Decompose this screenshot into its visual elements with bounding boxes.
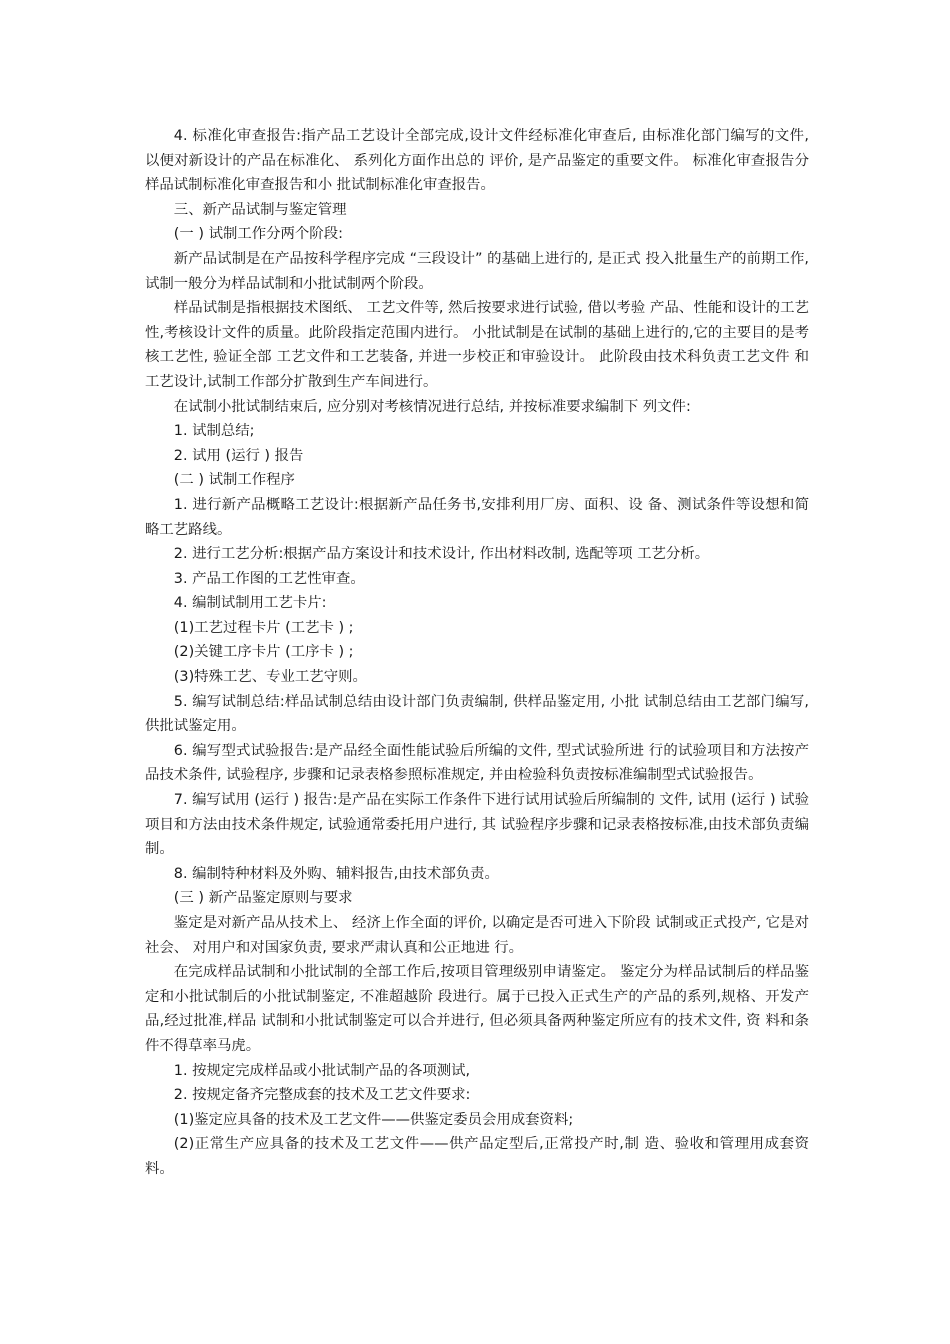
list-item: 4. 编制试制用工艺卡片: [173,595,327,612]
paragraph: 鉴定是对新产品从技术上、 经济上作全面的评价, 以确定是否可进入下阶段 试制或正式投产, 它是对社会、 对用户和对国家负责, 要求严肃认真和公正地进 行。 [145,915,809,956]
list-item: 7. 编写试用 (运行 ) 报告:是产品在实际工作条件下进行试用试验后所编制的 文件, 试用 (运行 ) 试验项目和方法由技术条件规定, 试验通常委托用户进行, 其 试验程序步骤和记录表格按标准,由技术部负责编制。 [145,792,809,858]
paragraph: 在完成样品试制和小批试制的全部工作后,按项目管理级别申请鉴定。 鉴定分为样品试制后的样品鉴定和小批试制后的小批试制鉴定, 不准超越阶 段进行。属于已投入正式生产的产品的系列,规格、开发产品,经过批准,样品 试制和小批试制鉴定可以合并进行, 但必须具备两种鉴定所应有的技术文件, 资 料和条件不得草率马虎。 [145,964,809,1054]
paragraph: 在试制小批试制结束后, 应分别对考核情况进行总结, 并按标准要求编制下 列文件: [173,398,691,415]
list-item: (2)正常生产应具备的技术及工艺文件——供产品定型后,正常投产时,制 造、验收和管理用成套资料。 [145,1136,809,1177]
list-item: 1. 试制总结; [173,423,255,440]
list-item: 3. 产品工作图的工艺性审查。 [173,570,365,587]
list-item: (1)工艺过程卡片 (工艺卡 ) ; [173,619,354,636]
paragraph: 样品试制是指根据技术图纸、 工艺文件等, 然后按要求进行试验, 借以考验 产品、性能和设计的工艺性,考核设计文件的质量。此阶段指定范围内进行。 小批试制是在试制的基础上进行的,它的主要目的是考核工艺性, 验证全部 工艺文件和工艺装备, 并进一步校正和审验设计。 此阶段由技术科负责工艺文件 和工艺设计,试制工作部分扩散到生产车间进行。 [145,300,809,390]
subsection-heading: (一 ) 试制工作分两个阶段: [173,226,343,243]
list-item: (2)关键工序卡片 (工序卡 ) ; [173,644,354,661]
list-item: 1. 进行新产品概略工艺设计:根据新产品任务书,安排利用厂房、面积、设 备、测试条件等设想和简略工艺路线。 [145,496,809,538]
list-item: 5. 编写试制总结:样品试制总结由设计部门负责编制, 供样品鉴定用, 小批 试制总结由工艺部门编写,供批试鉴定用。 [145,693,809,735]
list-item: 2. 进行工艺分析:根据产品方案设计和技术设计, 作出材料改制, 选配等项 工艺分析。 [173,546,710,563]
section-heading: 三、新产品试制与鉴定管理 [173,201,347,218]
list-item: 2. 按规定备齐完整成套的技术及工艺文件要求: [173,1087,471,1104]
list-item: 1. 按规定完成样品或小批试制产品的各项测试, [173,1062,471,1079]
paragraph: 新产品试制是在产品按科学程序完成 “三段设计” 的基础上进行的, 是正式 投入批量生产的前期工作,试制一般分为样品试制和小批试制两个阶段。 [145,250,809,292]
subsection-heading: (二 ) 试制工作程序 [173,472,295,489]
list-item: (1)鉴定应具备的技术及工艺文件——供鉴定委员会用成套资料; [173,1111,574,1128]
subsection-heading: (三 ) 新产品鉴定原则与要求 [173,890,353,907]
paragraph: 4. 标准化审查报告:指产品工艺设计全部完成,设计文件经标准化审查后, 由标准化部门编写的文件, 以便对新设计的产品在标准化、 系列化方面作出总的 评价, 是产品鉴定的重要文件。 标准化审查报告分样品试制标准化审查报告和小 批试制标准化审查报告。 [145,128,809,194]
list-item: 2. 试用 (运行 ) 报告 [173,447,304,464]
list-item: 6. 编写型式试验报告:是产品经全面性能试验后所编的文件, 型式试验所进 行的试验项目和方法按产品技术条件, 试验程序, 步骤和记录表格参照标准规定, 并由检验科负责按标准编制型式试验报告。 [145,742,809,784]
list-item: 8. 编制特种材料及外购、辅料报告,由技术部负责。 [173,865,499,882]
list-item: (3)特殊工艺、专业工艺守则。 [173,669,367,686]
document-body [145,124,809,1182]
